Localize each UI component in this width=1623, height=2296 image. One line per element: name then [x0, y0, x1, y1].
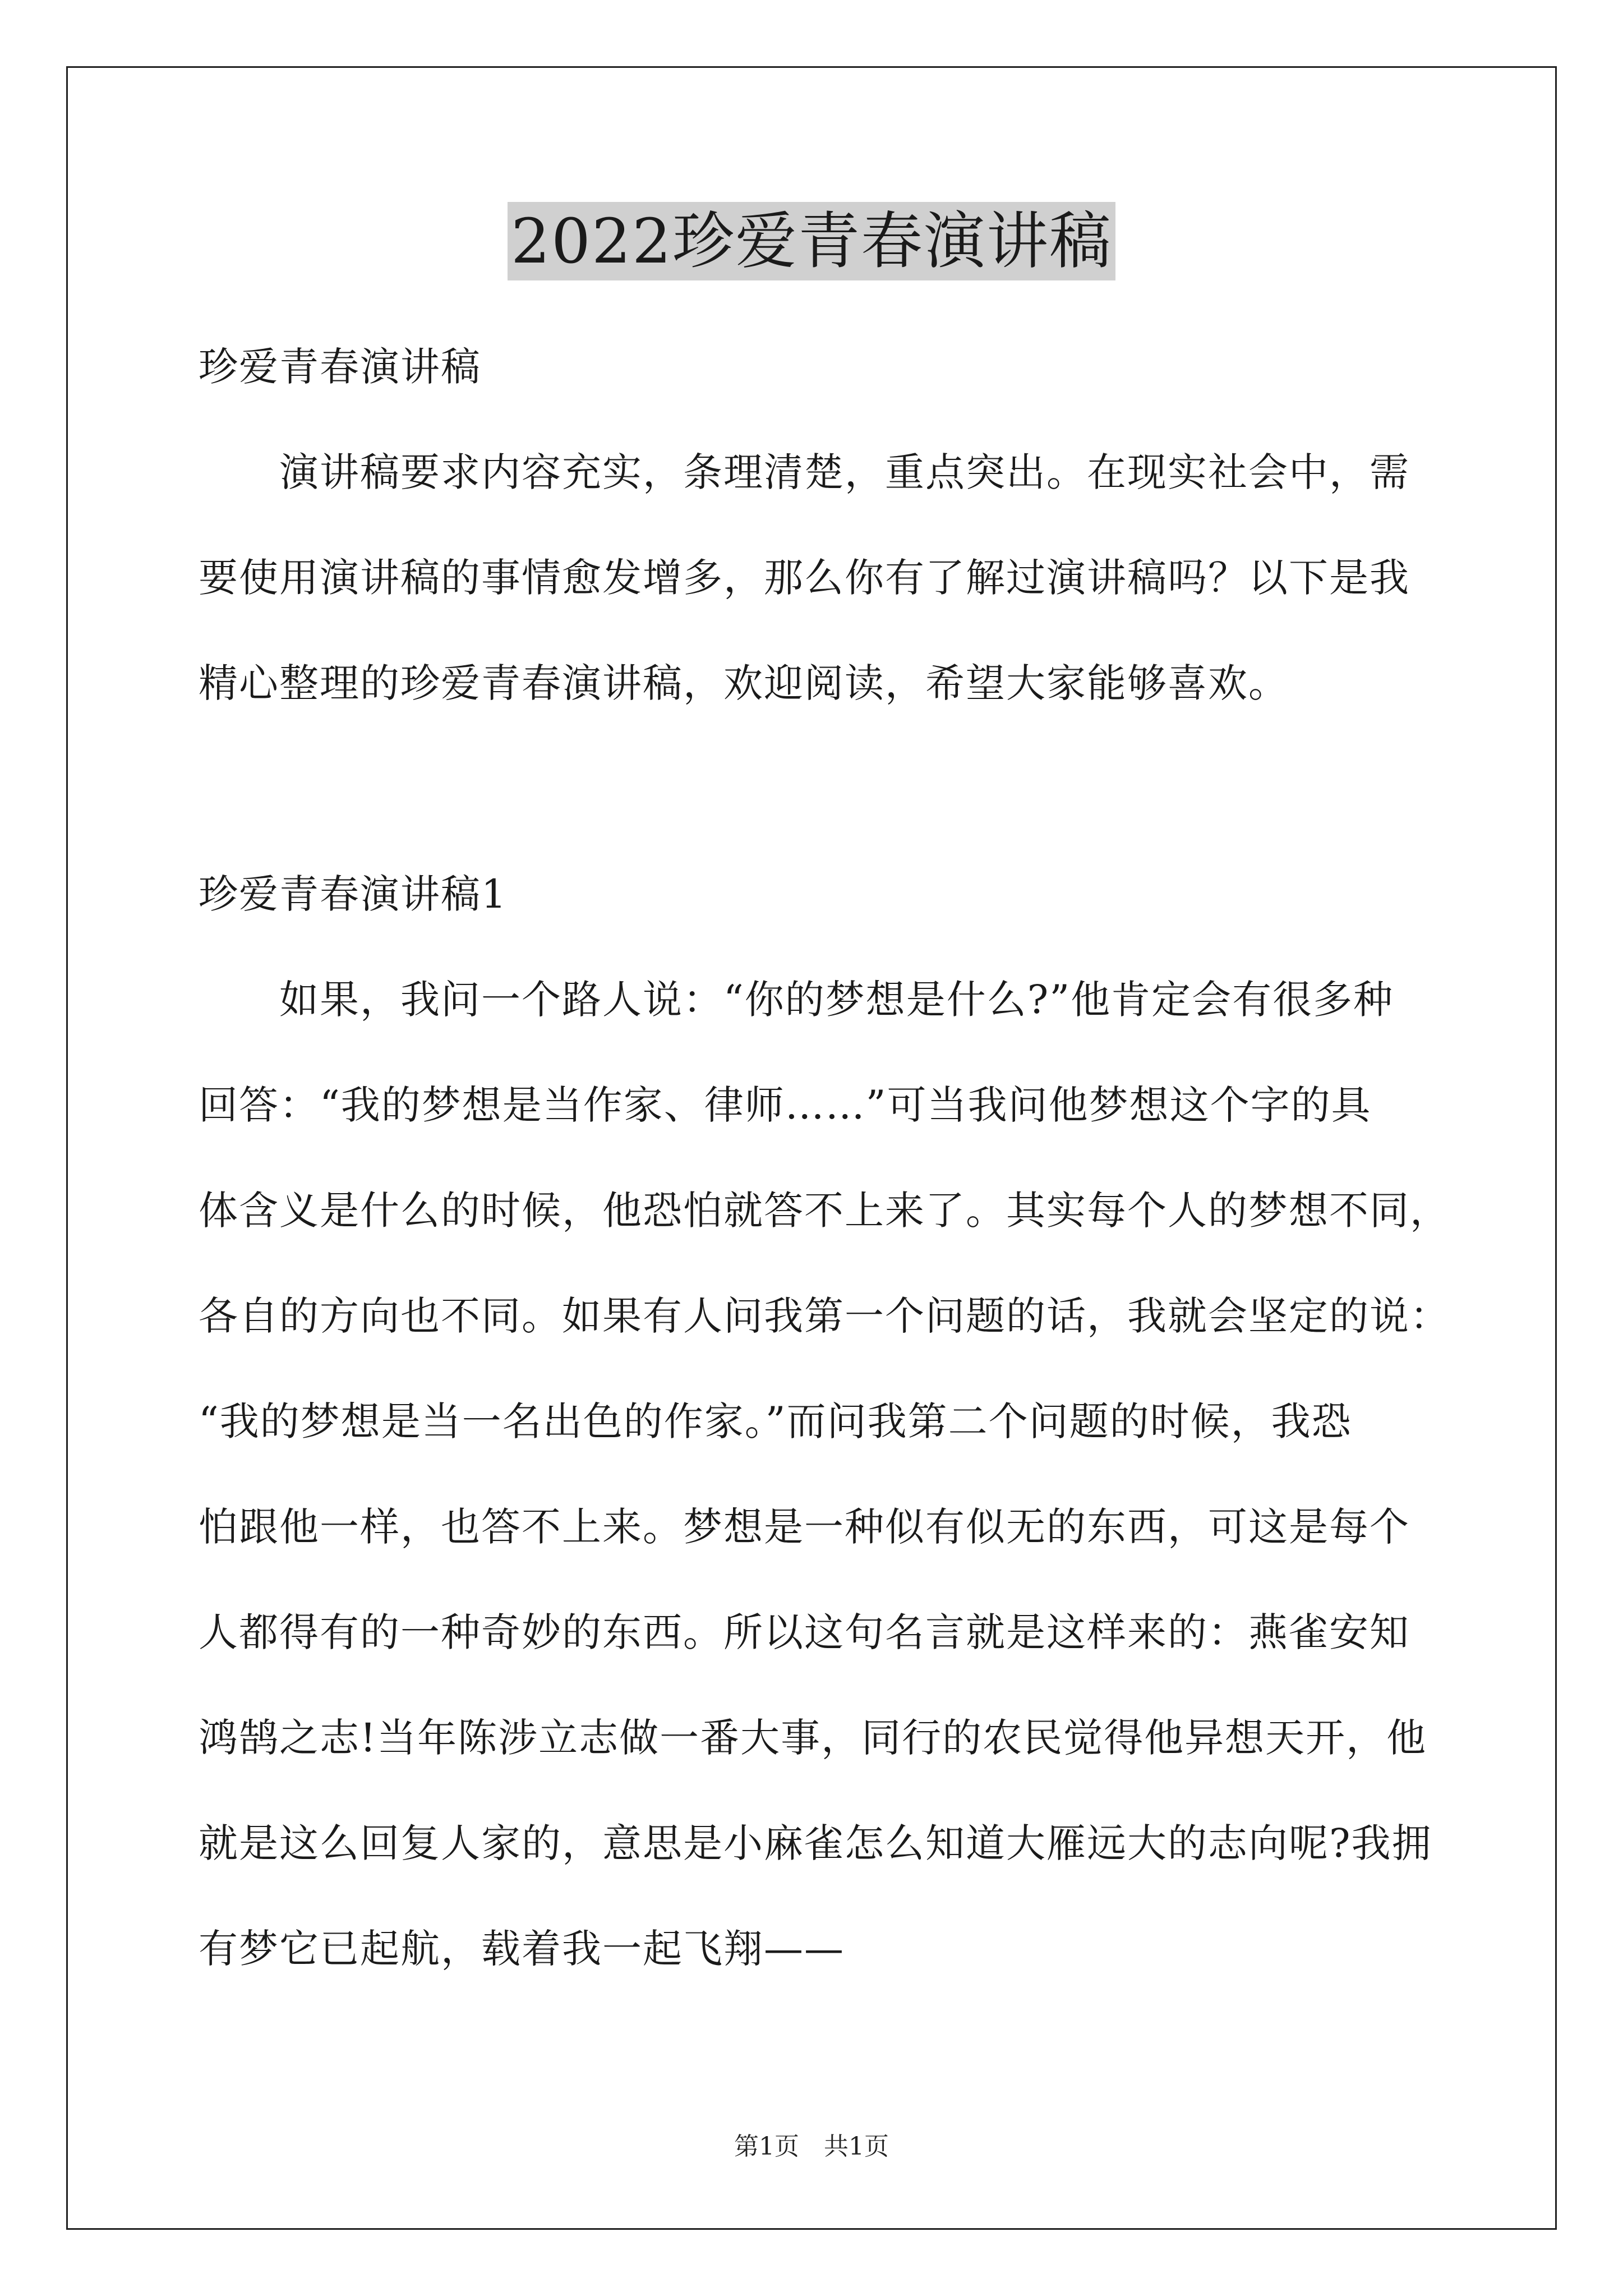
- body-line: “我的梦想是当一名出色的作家。”而问我第二个问题的时候，我恐: [199, 1398, 1352, 1444]
- document-body: [199, 314, 1450, 2001]
- intro-line: 精心整理的珍爱青春演讲稿，欢迎阅读，希望大家能够喜欢。: [199, 660, 1289, 706]
- body-line: 就是这么回复人家的，意思是小麻雀怎么知道大雁远大的志向呢?我拥: [199, 1820, 1432, 1866]
- body-line: 人都得有的一种奇妙的东西。所以这句名言就是这样来的：燕雀安知: [199, 1609, 1410, 1655]
- body-line: 体含义是什么的时候，他恐怕就答不上来了。其实每个人的梦想不同，: [199, 1188, 1450, 1234]
- document-title: 2022珍爱青春演讲稿: [508, 202, 1115, 280]
- body-line: 回答：“我的梦想是当作家、律师……”可当我问他梦想这个字的具: [199, 1082, 1372, 1128]
- body-line: 各自的方向也不同。如果有人问我第一个问题的话，我就会坚定的说：: [199, 1293, 1450, 1339]
- section-heading: 珍爱青春演讲稿1: [199, 871, 508, 917]
- intro-line: 要使用演讲稿的事情愈发增多，那么你有了解过演讲稿吗？以下是我: [199, 555, 1410, 601]
- page-footer: 第1页 共1页: [734, 2132, 889, 2161]
- intro-line: 演讲稿要求内容充实，条理清楚，重点突出。在现实社会中，需: [199, 449, 1410, 495]
- body-line: 有梦它已起航，载着我一起飞翔——: [199, 1926, 845, 1972]
- body-line: 如果，我问一个路人说：“你的梦想是什么?”他肯定会有很多种: [199, 977, 1394, 1023]
- document-subtitle: 珍爱青春演讲稿: [199, 344, 481, 390]
- paragraph-spacer: [199, 736, 1427, 841]
- title-container: [0, 202, 1623, 280]
- body-line: 鸿鹄之志!当年陈涉立志做一番大事，同行的农民觉得他异想天开，他: [199, 1715, 1427, 1761]
- body-line: 怕跟他一样，也答不上来。梦想是一种似有似无的东西，可这是每个: [199, 1504, 1410, 1550]
